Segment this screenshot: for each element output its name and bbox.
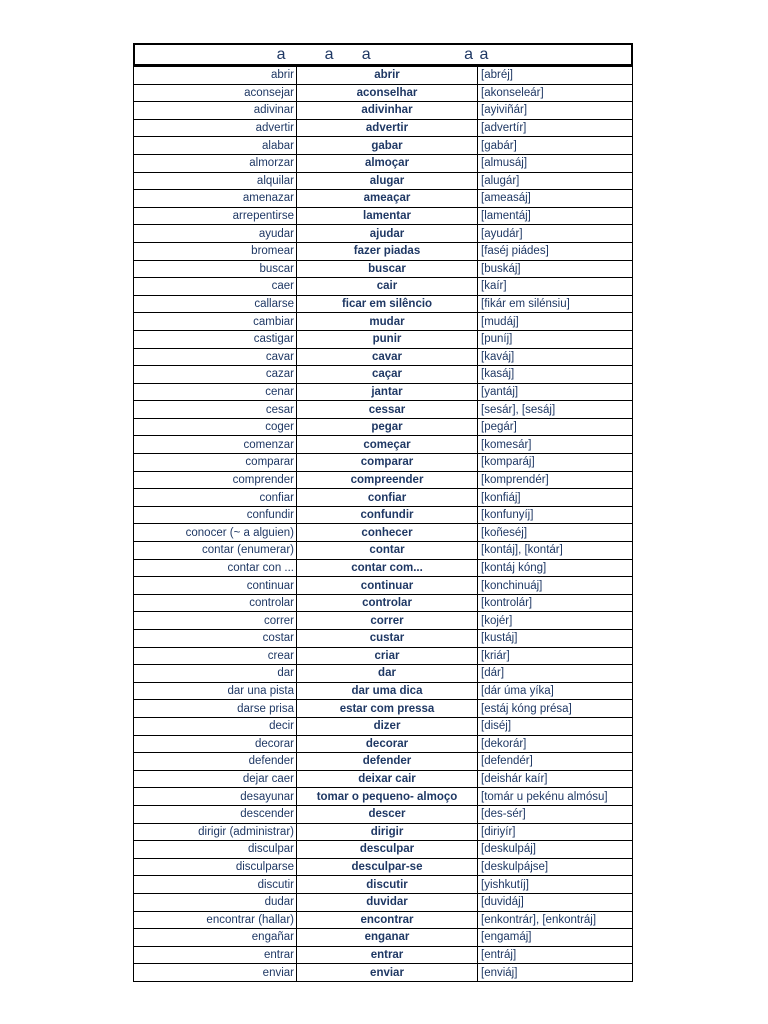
pronunciation-cell: [kriár] bbox=[478, 647, 633, 665]
portuguese-verb-cell: controlar bbox=[297, 594, 478, 612]
pronunciation-cell: [deskulpáj] bbox=[478, 841, 633, 859]
portuguese-verb-cell: defender bbox=[297, 753, 478, 771]
spanish-verb-cell: crear bbox=[134, 647, 297, 665]
spanish-verb-cell: cambiar bbox=[134, 313, 297, 331]
pronunciation-cell: [komprendér] bbox=[478, 471, 633, 489]
table-row bbox=[134, 506, 633, 524]
spanish-verb-cell: callarse bbox=[134, 295, 297, 313]
table-row bbox=[134, 893, 633, 911]
table-row bbox=[134, 929, 633, 947]
table-row bbox=[134, 260, 633, 278]
table-row bbox=[134, 524, 633, 542]
portuguese-verb-cell: ficar em silêncio bbox=[297, 295, 478, 313]
portuguese-verb-cell: almoçar bbox=[297, 154, 478, 172]
table-row bbox=[134, 964, 633, 982]
spanish-verb-cell: dirigir (administrar) bbox=[134, 823, 297, 841]
table-row bbox=[134, 207, 633, 225]
pronunciation-cell: [puníj] bbox=[478, 330, 633, 348]
spanish-verb-cell: darse prisa bbox=[134, 700, 297, 718]
table-row bbox=[134, 190, 633, 208]
spanish-verb-cell: dar una pista bbox=[134, 682, 297, 700]
pronunciation-cell: [mudáj] bbox=[478, 313, 633, 331]
pronunciation-cell: [diriyír] bbox=[478, 823, 633, 841]
pronunciation-cell: [almusáj] bbox=[478, 154, 633, 172]
spanish-verb-cell: encontrar (hallar) bbox=[134, 911, 297, 929]
table-row bbox=[134, 717, 633, 735]
spanish-verb-cell: comprender bbox=[134, 471, 297, 489]
pronunciation-cell: [kojér] bbox=[478, 612, 633, 630]
spanish-verb-cell: arrepentirse bbox=[134, 207, 297, 225]
pronunciation-cell: [akonseleár] bbox=[478, 84, 633, 102]
pronunciation-cell: [kaváj] bbox=[478, 348, 633, 366]
table-row bbox=[134, 330, 633, 348]
header-row bbox=[133, 43, 633, 66]
spanish-verb-cell: discutir bbox=[134, 876, 297, 894]
table-row bbox=[134, 102, 633, 120]
portuguese-verb-cell: dar uma dica bbox=[297, 682, 478, 700]
table-row bbox=[134, 278, 633, 296]
portuguese-verb-cell: confiar bbox=[297, 489, 478, 507]
portuguese-verb-cell: dar bbox=[297, 665, 478, 683]
pronunciation-cell: [ayudár] bbox=[478, 225, 633, 243]
pronunciation-cell: [fikár em silénsiu] bbox=[478, 295, 633, 313]
pronunciation-cell: [gabár] bbox=[478, 137, 633, 155]
portuguese-verb-cell: fazer piadas bbox=[297, 242, 478, 260]
spanish-verb-cell: contar (enumerar) bbox=[134, 542, 297, 560]
table-row bbox=[134, 67, 633, 85]
table-row bbox=[134, 366, 633, 384]
spanish-verb-cell: enviar bbox=[134, 964, 297, 982]
portuguese-verb-cell: descer bbox=[297, 805, 478, 823]
spanish-verb-cell: continuar bbox=[134, 577, 297, 595]
spanish-verb-cell: comparar bbox=[134, 454, 297, 472]
spanish-verb-cell: confiar bbox=[134, 489, 297, 507]
portuguese-verb-cell: mudar bbox=[297, 313, 478, 331]
portuguese-verb-cell: continuar bbox=[297, 577, 478, 595]
table-row bbox=[134, 119, 633, 137]
portuguese-verb-cell: tomar o pequeno- almoço bbox=[297, 788, 478, 806]
spanish-verb-cell: advertir bbox=[134, 119, 297, 137]
portuguese-verb-cell: gabar bbox=[297, 137, 478, 155]
pronunciation-cell: [konfunyíj] bbox=[478, 506, 633, 524]
table-row bbox=[134, 313, 633, 331]
table-row bbox=[134, 242, 633, 260]
spanish-verb-cell: disculparse bbox=[134, 858, 297, 876]
spanish-verb-cell: decorar bbox=[134, 735, 297, 753]
spanish-verb-cell: defender bbox=[134, 753, 297, 771]
spanish-verb-cell: abrir bbox=[134, 67, 297, 85]
spanish-verb-cell: ayudar bbox=[134, 225, 297, 243]
table-row bbox=[134, 630, 633, 648]
spanish-verb-cell: castigar bbox=[134, 330, 297, 348]
portuguese-verb-cell: cessar bbox=[297, 401, 478, 419]
portuguese-verb-cell: deixar cair bbox=[297, 770, 478, 788]
spanish-verb-cell: aconsejar bbox=[134, 84, 297, 102]
table-row bbox=[134, 858, 633, 876]
table-row bbox=[134, 911, 633, 929]
spanish-verb-cell: disculpar bbox=[134, 841, 297, 859]
spanish-verb-cell: alabar bbox=[134, 137, 297, 155]
portuguese-verb-cell: dirigir bbox=[297, 823, 478, 841]
portuguese-verb-cell: buscar bbox=[297, 260, 478, 278]
pronunciation-cell: [deskulpájse] bbox=[478, 858, 633, 876]
pronunciation-cell: [kaír] bbox=[478, 278, 633, 296]
spanish-verb-cell: engañar bbox=[134, 929, 297, 947]
spanish-verb-cell: conocer (~ a alguien) bbox=[134, 524, 297, 542]
pronunciation-cell: [engamáj] bbox=[478, 929, 633, 947]
table-row bbox=[134, 489, 633, 507]
pronunciation-cell: [enkontrár], [enkontráj] bbox=[478, 911, 633, 929]
spanish-verb-cell: bromear bbox=[134, 242, 297, 260]
pronunciation-cell: [tomár u pekénu almósu] bbox=[478, 788, 633, 806]
portuguese-verb-cell: entrar bbox=[297, 946, 478, 964]
table-row bbox=[134, 418, 633, 436]
pronunciation-cell: [buskáj] bbox=[478, 260, 633, 278]
pronunciation-cell: [ayiviñár] bbox=[478, 102, 633, 120]
pronunciation-cell: [abréj] bbox=[478, 67, 633, 85]
portuguese-verb-cell: dizer bbox=[297, 717, 478, 735]
portuguese-verb-cell: custar bbox=[297, 630, 478, 648]
spanish-verb-cell: caer bbox=[134, 278, 297, 296]
portuguese-verb-cell: discutir bbox=[297, 876, 478, 894]
table-row bbox=[134, 454, 633, 472]
pronunciation-cell: [duvidáj] bbox=[478, 893, 633, 911]
portuguese-verb-cell: duvidar bbox=[297, 893, 478, 911]
portuguese-verb-cell: correr bbox=[297, 612, 478, 630]
spanish-verb-cell: coger bbox=[134, 418, 297, 436]
table-row bbox=[134, 137, 633, 155]
portuguese-verb-cell: advertir bbox=[297, 119, 478, 137]
pronunciation-cell: [faséj piádes] bbox=[478, 242, 633, 260]
portuguese-verb-cell: conhecer bbox=[297, 524, 478, 542]
pronunciation-cell: [dekorár] bbox=[478, 735, 633, 753]
table-row bbox=[134, 172, 633, 190]
pronunciation-cell: [komparáj] bbox=[478, 454, 633, 472]
pronunciation-cell: [entráj] bbox=[478, 946, 633, 964]
table-row bbox=[134, 735, 633, 753]
portuguese-verb-cell: ajudar bbox=[297, 225, 478, 243]
table-row bbox=[134, 154, 633, 172]
spanish-verb-cell: adivinar bbox=[134, 102, 297, 120]
pronunciation-cell: [des-sér] bbox=[478, 805, 633, 823]
table-row bbox=[134, 665, 633, 683]
spanish-verb-cell: comenzar bbox=[134, 436, 297, 454]
pronunciation-cell: [diséj] bbox=[478, 717, 633, 735]
table-row bbox=[134, 577, 633, 595]
portuguese-verb-cell: contar com... bbox=[297, 559, 478, 577]
spanish-verb-cell: confundir bbox=[134, 506, 297, 524]
pronunciation-cell: [pegár] bbox=[478, 418, 633, 436]
spanish-verb-cell: controlar bbox=[134, 594, 297, 612]
pronunciation-cell: [ameasáj] bbox=[478, 190, 633, 208]
verb-table-body bbox=[134, 67, 633, 982]
spanish-verb-cell: costar bbox=[134, 630, 297, 648]
portuguese-verb-cell: desculpar-se bbox=[297, 858, 478, 876]
portuguese-verb-cell: punir bbox=[297, 330, 478, 348]
portuguese-verb-cell: cair bbox=[297, 278, 478, 296]
pronunciation-cell: [konfiáj] bbox=[478, 489, 633, 507]
spanish-verb-cell: cenar bbox=[134, 383, 297, 401]
spanish-verb-cell: decir bbox=[134, 717, 297, 735]
portuguese-verb-cell: pegar bbox=[297, 418, 478, 436]
pronunciation-cell: [dár] bbox=[478, 665, 633, 683]
pronunciation-cell: [konchinuáj] bbox=[478, 577, 633, 595]
table-row bbox=[134, 770, 633, 788]
spanish-verb-cell: buscar bbox=[134, 260, 297, 278]
pronunciation-cell: [komesár] bbox=[478, 436, 633, 454]
portuguese-verb-cell: decorar bbox=[297, 735, 478, 753]
pronunciation-cell: [enviáj] bbox=[478, 964, 633, 982]
pronunciation-cell: [yishkutíj] bbox=[478, 876, 633, 894]
table-row bbox=[134, 612, 633, 630]
table-row bbox=[134, 348, 633, 366]
pronunciation-cell: [kontrolár] bbox=[478, 594, 633, 612]
table-row bbox=[134, 594, 633, 612]
table-row bbox=[134, 471, 633, 489]
pronunciation-cell: [deishár kaír] bbox=[478, 770, 633, 788]
table-row bbox=[134, 436, 633, 454]
spanish-verb-cell: dudar bbox=[134, 893, 297, 911]
pronunciation-cell: [estáj kóng présa] bbox=[478, 700, 633, 718]
portuguese-verb-cell: confundir bbox=[297, 506, 478, 524]
spanish-verb-cell: cazar bbox=[134, 366, 297, 384]
pronunciation-cell: [yantáj] bbox=[478, 383, 633, 401]
spanish-verb-cell: cesar bbox=[134, 401, 297, 419]
portuguese-verb-cell: ameaçar bbox=[297, 190, 478, 208]
vocabulary-sheet bbox=[133, 43, 633, 982]
pronunciation-cell: [koñeséj] bbox=[478, 524, 633, 542]
portuguese-verb-cell: abrir bbox=[297, 67, 478, 85]
table-row bbox=[134, 788, 633, 806]
table-row bbox=[134, 823, 633, 841]
portuguese-verb-cell: adivinhar bbox=[297, 102, 478, 120]
table-row bbox=[134, 841, 633, 859]
table-row bbox=[134, 84, 633, 102]
pronunciation-cell: [advertír] bbox=[478, 119, 633, 137]
portuguese-verb-cell: contar bbox=[297, 542, 478, 560]
table-row bbox=[134, 753, 633, 771]
spanish-verb-cell: dejar caer bbox=[134, 770, 297, 788]
table-row bbox=[134, 401, 633, 419]
table-row bbox=[134, 805, 633, 823]
spanish-verb-cell: correr bbox=[134, 612, 297, 630]
pronunciation-cell: [kontáj kóng] bbox=[478, 559, 633, 577]
portuguese-verb-cell: caçar bbox=[297, 366, 478, 384]
table-row bbox=[134, 383, 633, 401]
spanish-verb-cell: amenazar bbox=[134, 190, 297, 208]
pronunciation-cell: [kustáj] bbox=[478, 630, 633, 648]
spanish-verb-cell: descender bbox=[134, 805, 297, 823]
spanish-verb-cell: almorzar bbox=[134, 154, 297, 172]
table-row bbox=[134, 876, 633, 894]
table-row bbox=[134, 559, 633, 577]
table-row bbox=[134, 295, 633, 313]
table-row bbox=[134, 700, 633, 718]
table-row bbox=[134, 946, 633, 964]
pronunciation-cell: [defendér] bbox=[478, 753, 633, 771]
table-row bbox=[134, 647, 633, 665]
portuguese-verb-cell: enviar bbox=[297, 964, 478, 982]
table-row bbox=[134, 542, 633, 560]
spanish-verb-cell: entrar bbox=[134, 946, 297, 964]
portuguese-verb-cell: compreender bbox=[297, 471, 478, 489]
spanish-verb-cell: desayunar bbox=[134, 788, 297, 806]
pronunciation-cell: [lamentáj] bbox=[478, 207, 633, 225]
portuguese-verb-cell: aconselhar bbox=[297, 84, 478, 102]
pronunciation-cell: [alugár] bbox=[478, 172, 633, 190]
portuguese-verb-cell: encontrar bbox=[297, 911, 478, 929]
portuguese-verb-cell: criar bbox=[297, 647, 478, 665]
header-title: a a a a a bbox=[276, 45, 490, 63]
verb-table bbox=[133, 66, 633, 982]
table-row bbox=[134, 225, 633, 243]
spanish-verb-cell: contar con ... bbox=[134, 559, 297, 577]
portuguese-verb-cell: desculpar bbox=[297, 841, 478, 859]
portuguese-verb-cell: começar bbox=[297, 436, 478, 454]
pronunciation-cell: [sesár], [sesáj] bbox=[478, 401, 633, 419]
portuguese-verb-cell: comparar bbox=[297, 454, 478, 472]
pronunciation-cell: [dár úma yíka] bbox=[478, 682, 633, 700]
portuguese-verb-cell: alugar bbox=[297, 172, 478, 190]
spanish-verb-cell: cavar bbox=[134, 348, 297, 366]
portuguese-verb-cell: cavar bbox=[297, 348, 478, 366]
table-row bbox=[134, 682, 633, 700]
pronunciation-cell: [kontáj], [kontár] bbox=[478, 542, 633, 560]
portuguese-verb-cell: lamentar bbox=[297, 207, 478, 225]
portuguese-verb-cell: enganar bbox=[297, 929, 478, 947]
spanish-verb-cell: alquilar bbox=[134, 172, 297, 190]
pronunciation-cell: [kasáj] bbox=[478, 366, 633, 384]
spanish-verb-cell: dar bbox=[134, 665, 297, 683]
portuguese-verb-cell: jantar bbox=[297, 383, 478, 401]
portuguese-verb-cell: estar com pressa bbox=[297, 700, 478, 718]
